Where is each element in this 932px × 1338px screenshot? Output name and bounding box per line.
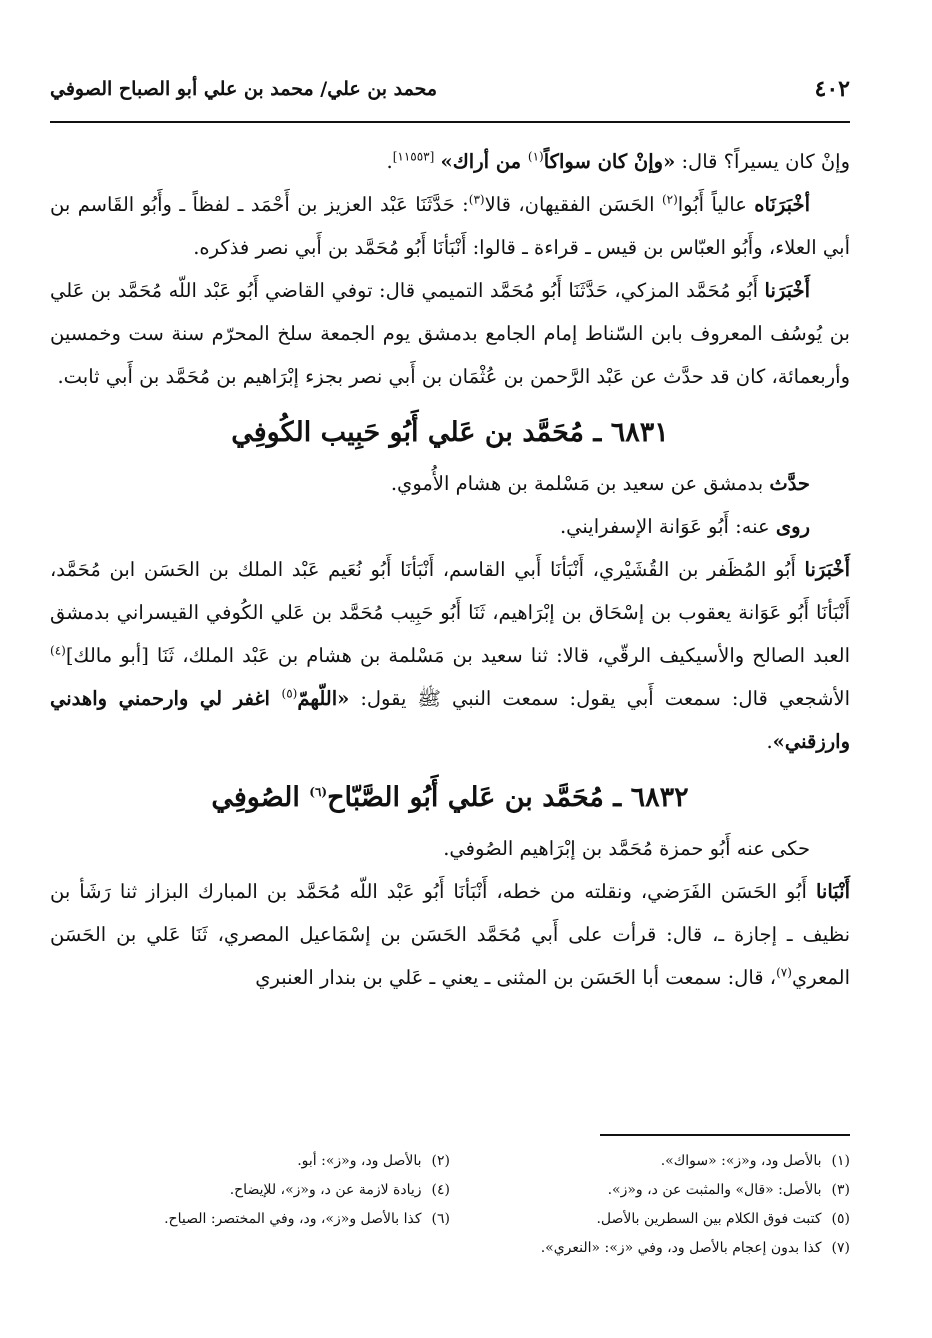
footnote-marker[interactable]: (٤) xyxy=(50,643,66,658)
footnote-text: كذا بدون إعجام بالأصل ود، وفي «ز»: «النعري». xyxy=(540,1239,822,1256)
paragraph-text: الأشجعي قال: سمعت أَبي يقول: سمعت النبي ﷺ يقول: xyxy=(349,687,850,710)
paragraph-text: عنه: أَبُو عَوَانة الإسفرايني. xyxy=(559,515,776,538)
footnote-number: (١) xyxy=(831,1152,850,1169)
header-divider xyxy=(50,121,850,123)
footnote-row xyxy=(50,1204,850,1233)
footnote-marker[interactable]: (٢) xyxy=(661,192,678,207)
footnote-marker[interactable]: (٥) xyxy=(281,686,298,701)
footnote-number: (٥) xyxy=(831,1210,850,1227)
footnote-number: (٢) xyxy=(431,1152,450,1169)
footnote-row xyxy=(50,1146,850,1175)
paragraph-text: عالياً أَبُوا xyxy=(677,193,755,216)
hadith-quote: «اللّهمّ xyxy=(297,687,350,710)
footnote-marker[interactable]: (٧) xyxy=(776,965,792,980)
footnote-marker[interactable]: (١) xyxy=(527,149,544,164)
entry-title-6832 xyxy=(50,769,850,827)
keyword: أخْبَرَنَاه xyxy=(754,193,810,216)
running-title: محمد بن علي/ محمد بن علي أبو الصباح الصوفي xyxy=(50,78,438,100)
paragraph-text: أَبُو الحَسَن الفَرَضي، ونقلته من خطه، أَنْبَأنَا أَبُو عَبْد اللّه مُحَمَّد بن المبارك البزاز ثنا رَشَأ بن نظيف ـ إجازة ـ، قال: قرأت على أَبي مُحَمَّد الحَسَن بن إسْمَاعيل المصري، ثَنَا عَلي بن الحَسَن المعري xyxy=(50,880,850,989)
footnote-number: (٣) xyxy=(831,1181,850,1198)
entry-title-6831: ٦٨٣١ ـ مُحَمَّد بن عَلي أَبُو حَبِيب الكُوفِي xyxy=(231,417,669,448)
footnote-6 xyxy=(50,1211,450,1227)
footnote-3 xyxy=(450,1182,850,1198)
paragraph-7 xyxy=(50,827,850,870)
keyword: أَنْبَانا xyxy=(815,880,850,903)
keyword: روى xyxy=(775,515,810,538)
reference-number: [١١٥٥٣] xyxy=(392,149,435,164)
paragraph-2 xyxy=(50,183,850,269)
hadith-quote-cont: من أراك» xyxy=(440,150,528,173)
paragraph-text: وإنْ كان يسيراً؟ قال: xyxy=(675,150,850,173)
footnote-text: بالأصل ود، و«ز»: «سواك». xyxy=(660,1152,822,1169)
keyword: حدَّث xyxy=(769,472,810,495)
footnote-7 xyxy=(50,1240,850,1256)
footnote-text: زيادة لازمة عن د، و«ز»، للإيضاح. xyxy=(229,1181,422,1198)
footnote-text: كذا بالأصل و«ز»، ود، وفي المختصر: الصياح. xyxy=(164,1210,422,1227)
paragraph-end: . xyxy=(766,730,773,753)
footnote-divider xyxy=(600,1134,850,1136)
book-page xyxy=(50,0,850,1338)
hadith-quote: «وإنْ كان سواكاً xyxy=(543,150,676,173)
footnote-number: (٧) xyxy=(831,1239,850,1256)
paragraph-5 xyxy=(50,505,850,548)
main-text xyxy=(50,140,850,999)
paragraph-3 xyxy=(50,269,850,398)
footnote-1 xyxy=(450,1153,850,1169)
paragraph-end: . xyxy=(386,150,393,173)
footnote-number: (٦) xyxy=(431,1210,450,1227)
footnote-text: بالأصل: «قال» والمثبت عن د، و«ز». xyxy=(607,1181,822,1198)
hadith-quote-cont: اغفر لي وارحمني واهدني وارزقني» xyxy=(50,687,850,753)
footnotes xyxy=(50,1146,850,1262)
paragraph-1 xyxy=(50,140,850,183)
footnote-row xyxy=(50,1175,850,1204)
page-number: ٤٠٢ xyxy=(814,76,850,102)
paragraph-text: : حَدَّثَنَا عَبْد العزيز بن أَحْمَد ـ لفظاً ـ وأَبُو القَاسم بن أبي العلاء، وأَبُو العبّاس بن قيس ـ قراءة ـ قالوا: أَنْبَأنَا أَبُو مُحَمَّد بن أَبي نصر فذكره. xyxy=(50,193,850,259)
entry-title-text-cont: الصُوفِي xyxy=(211,782,310,813)
footnote-4 xyxy=(50,1182,450,1198)
footnote-5 xyxy=(450,1211,850,1227)
footnote-marker[interactable]: (٦) xyxy=(309,785,328,799)
paragraph-text: الحَسَن الفقيهان، قالا xyxy=(484,193,662,216)
paragraph-text: أَبُو المُظَفر بن القُشَيْري، أَنْبَأنَا أَبي القاسم، أَنْبَأنَا أَبُو نُعَيم عَبْد الملك بن الحَسَن ابن مُحَمَّد، أَنْبَأنَا أَبُو عَوَانة يعقوب بن إسْحَاق بن إبْرَاهيم، ثَنَا أَبُو حَبِيب مُحَمَّد بن عَلي الكُوفي القيسراني بدمشق العبد الصالح والأسيكيف الرقّي، قالا: ثنا سعيد بن مَسْلمة بن هشام بن عَبْد الملك، ثَنَا [أبو مالك] xyxy=(50,558,850,667)
footnote-2 xyxy=(50,1153,450,1169)
keyword: أَخْبَرَنا xyxy=(764,279,810,302)
footnote-text: كتبت فوق الكلام بين السطرين بالأصل. xyxy=(596,1210,822,1227)
paragraph-6 xyxy=(50,548,850,763)
entry-title-text: ٦٨٣٢ ـ مُحَمَّد بن عَلي أَبُو الصَّبّاح xyxy=(327,782,689,813)
footnote-number: (٤) xyxy=(431,1181,450,1198)
footnote-marker[interactable]: (٣) xyxy=(468,192,485,207)
paragraph-text: حكى عنه أَبُو حمزة مُحَمَّد بن إبْرَاهيم الصُوفي. xyxy=(443,837,810,860)
page-header xyxy=(50,76,850,112)
paragraph-text: بدمشق عن سعيد بن مَسْلمة بن هشام الأُموي. xyxy=(390,472,770,495)
footnote-text: بالأصل ود، و«ز»: أبو. xyxy=(297,1152,422,1169)
footnote-row xyxy=(50,1233,850,1262)
keyword: أَخْبَرَنا xyxy=(804,558,850,581)
paragraph-text: أَبُو مُحَمَّد المزكي، حَدَّثَنَا أَبُو مُحَمَّد التميمي قال: توفي القاضي أَبُو عَبْد اللّه مُحَمَّد بن عَلي بن يُوسُف المعروف بابن السّناط إمام الجامع بدمشق يوم الجمعة سلخ المحرّم سنة ست وخمسين وأربعمائة، كان قد حدَّث عن عَبْد الرَّحمن بن عُثْمَان بن أَبي نصر بجزء إبْرَاهيم بن مُحَمَّد بن أَبي ثابت. xyxy=(50,279,850,388)
paragraph-8 xyxy=(50,870,850,999)
paragraph-text: ، قال: سمعت أبا الحَسَن بن المثنى ـ يعني ـ عَلي بن بندار العنبري xyxy=(255,966,777,989)
paragraph-4 xyxy=(50,462,850,505)
